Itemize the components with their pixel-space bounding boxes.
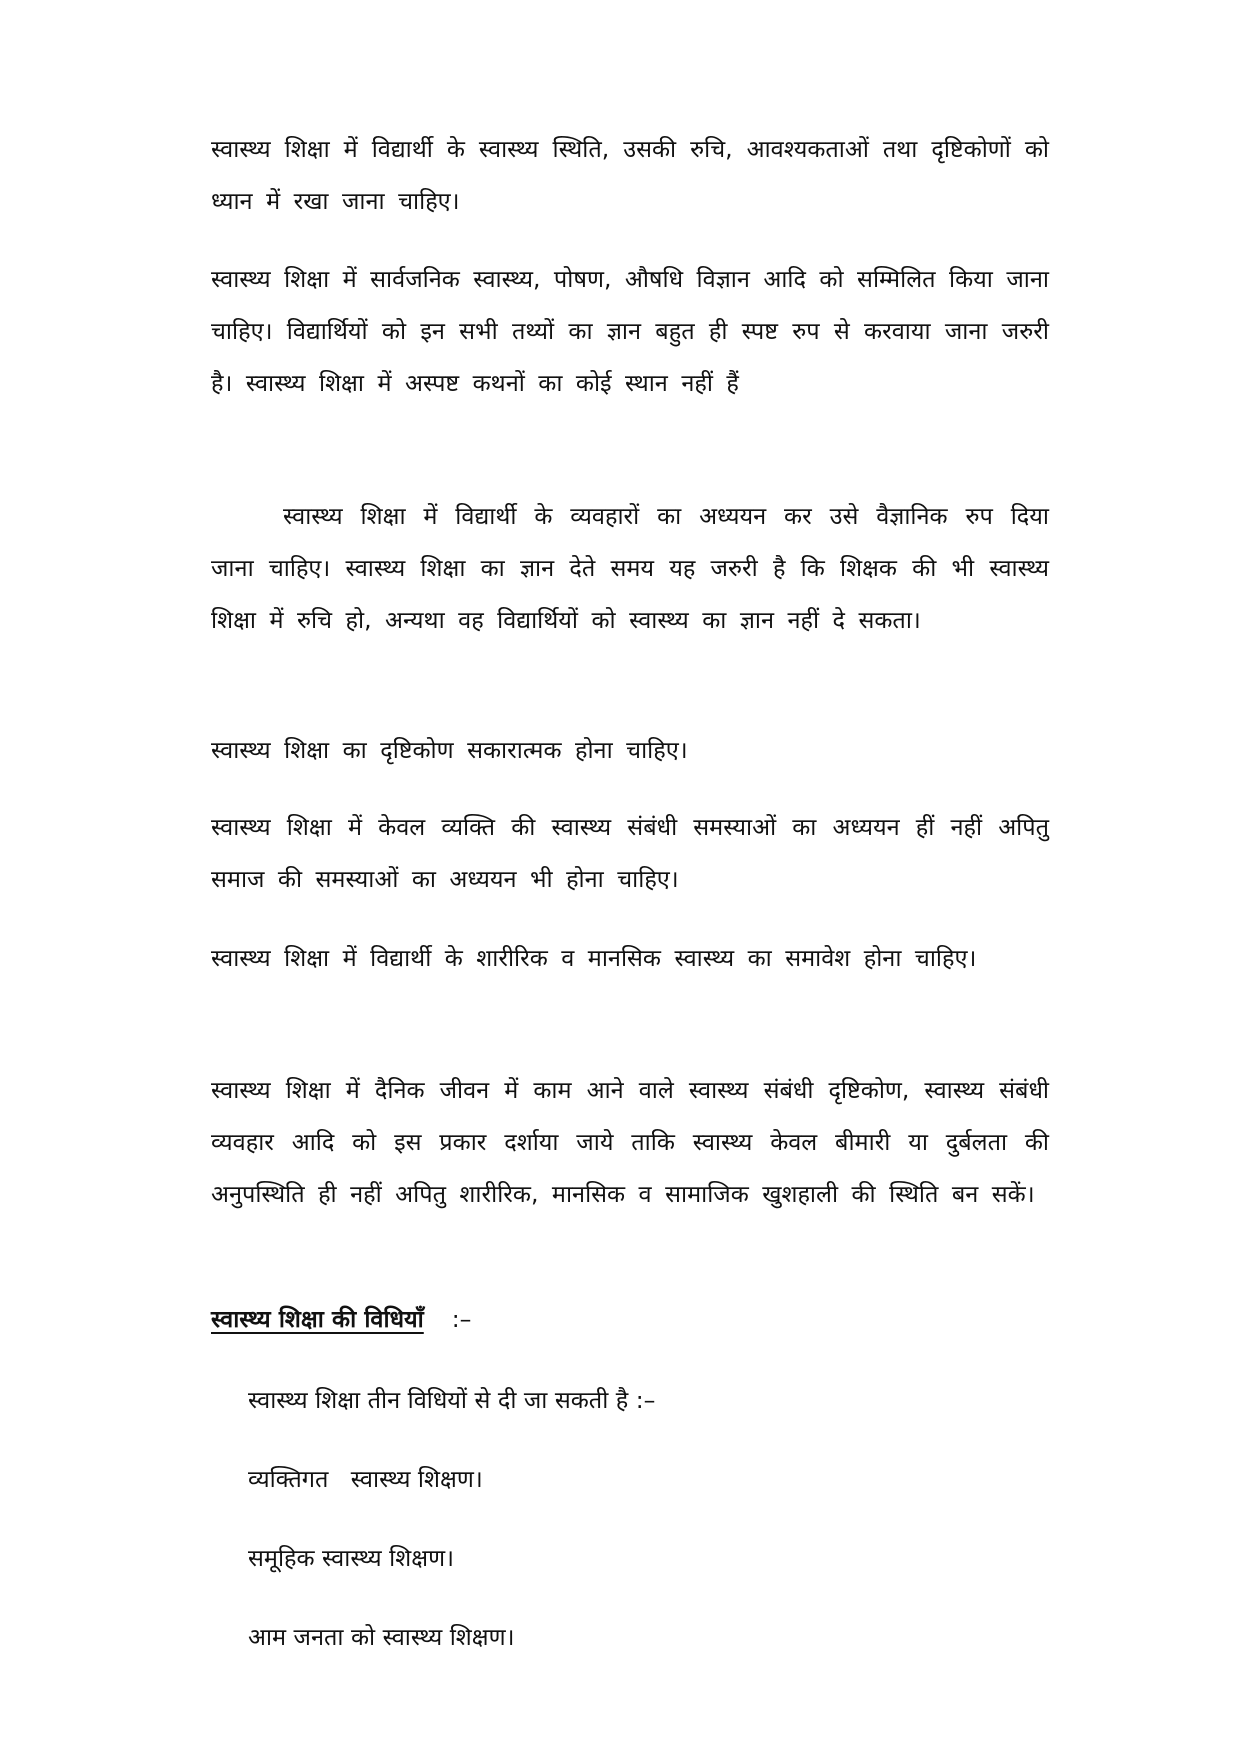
- method-item-individual: व्यक्तिगत स्वास्थ्य शिक्षण।: [248, 1465, 483, 1493]
- method-item-group: समूहिक स्वास्थ्य शिक्षण।: [248, 1544, 454, 1572]
- paragraph-positive-outlook: स्वास्थ्य शिक्षा का दृष्टिकोण सकारात्मक होना चाहिए।: [211, 736, 688, 764]
- paragraph-society-problems: स्वास्थ्य शिक्षा में केवल व्यक्ति की स्वास्थ्य संबंधी समस्याओं का अध्ययन हीं नहीं अपितु समाज की समस्याओं का अध्ययन भी होना चाहिए।: [211, 813, 1049, 893]
- method-item-public: आम जनता को स्वास्थ्य शिक्षण।: [248, 1623, 515, 1651]
- section-heading-title: स्वास्थ्य शिक्षा की विधियाँ: [211, 1305, 424, 1333]
- paragraph-student-health-status: स्वास्थ्य शिक्षा में विद्यार्थी के स्वास्थ्य स्थिति, उसकी रुचि, आवश्यकताओं तथा दृष्टिकोणों को ध्यान में रखा जाना चाहिए।: [211, 135, 1049, 215]
- paragraph-behaviour-study: स्वास्थ्य शिक्षा में विद्यार्थी के व्यवहारों का अध्ययन कर उसे वैज्ञानिक रुप दिया जाना चाहिए। स्वास्थ्य शिक्षा का ज्ञान देते समय यह जरुरी है कि शिक्षक की भी स्वास्थ्य शिक्षा में रुचि हो, अन्यथा वह विद्यार्थियों को स्वास्थ्य का ज्ञान नहीं दे सकता।: [211, 502, 1049, 634]
- section-heading: [211, 1299, 471, 1339]
- paragraph-public-health-topics: स्वास्थ्य शिक्षा में सार्वजनिक स्वास्थ्य, पोषण, औषधि विज्ञान आदि को सम्मिलित किया जाना चाहिए। विद्यार्थियों को इन सभी तथ्यों का ज्ञान बहुत ही स्पष्ट रुप से करवाया जाना जरुरी है। स्वास्थ्य शिक्षा में अस्पष्ट कथनों का कोई स्थान नहीं हैं: [211, 265, 1049, 397]
- paragraph-physical-mental-health: स्वास्थ्य शिक्षा में विद्यार्थी के शारीरिक व मानसिक स्वास्थ्य का समावेश होना चाहिए।: [211, 944, 977, 972]
- paragraph-daily-life-health: स्वास्थ्य शिक्षा में दैनिक जीवन में काम आने वाले स्वास्थ्य संबंधी दृष्टिकोण, स्वास्थ्य संबंधी व्यवहार आदि को इस प्रकार दर्शाया जाये ताकि स्वास्थ्य केवल बीमारी या दुर्बलता की अनुपस्थिति ही नहीं अपितु शारीरिक, मानसिक व सामाजिक खुशहाली की स्थिति बन सकें।: [211, 1076, 1049, 1208]
- section-heading-suffix: :–: [451, 1305, 472, 1333]
- methods-intro: स्वास्थ्य शिक्षा तीन विधियों से दी जा सकती है :–: [248, 1386, 656, 1414]
